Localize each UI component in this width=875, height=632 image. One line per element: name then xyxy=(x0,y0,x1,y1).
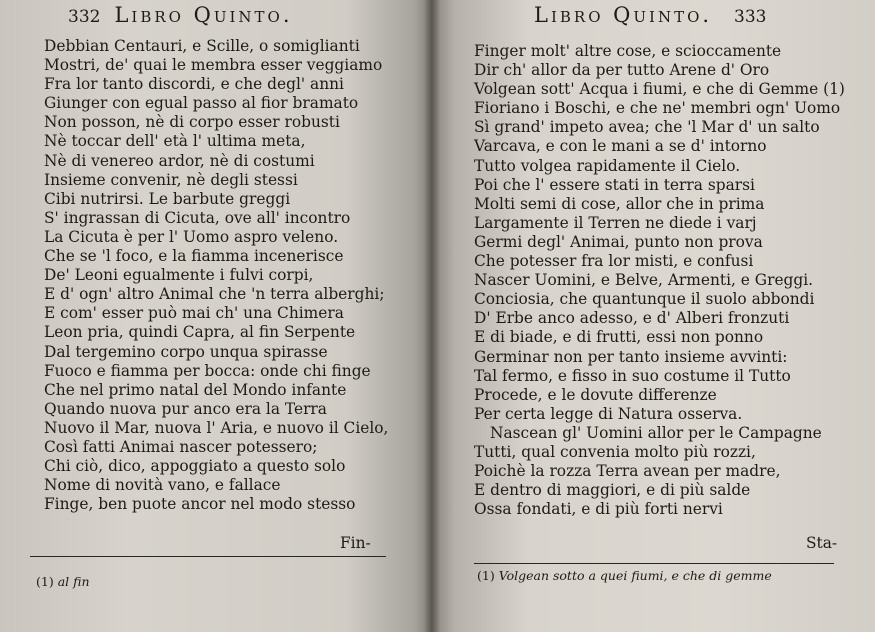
verse-line: Che potesser fra lor misti, e confusi xyxy=(474,252,754,271)
verse-line: Molti semi di cose, allor che in prima xyxy=(474,194,765,213)
verse-line: Sì grand' impeto avea; che 'l Mar d' un salto xyxy=(474,118,820,137)
verse-line: Così fatti Animai nascer potessero; xyxy=(44,437,318,456)
verse-line: Germi degl' Animai, punto non prova xyxy=(474,232,763,251)
verse-line: Nome di novità vano, e fallace xyxy=(44,476,281,495)
verse-line: Debbian Centauri, e Scille, o somiglianti xyxy=(44,37,360,55)
verse-line: E com' esser può mai ch' una Chimera xyxy=(44,304,344,323)
verse-line: D' Erbe anco adesso, e d' Alberi fronzuti xyxy=(474,309,790,328)
right-page xyxy=(432,0,875,632)
verse-line: Chi ciò, dico, appoggiato a questo solo xyxy=(44,457,346,476)
verse-line: Insieme convenir, nè degli stessi xyxy=(44,170,298,189)
verse-line: Tutto volgea rapidamente il Cielo. xyxy=(474,156,741,175)
right-catchword: Sta- xyxy=(806,534,838,552)
verse-line: Cibi nutrirsi. Le barbute greggi xyxy=(44,189,291,208)
left-catchword: Fin- xyxy=(340,534,371,552)
right-footnote xyxy=(477,568,772,583)
left-page-number: 332 xyxy=(68,7,101,27)
left-verse-block xyxy=(44,37,388,514)
verse-line: Fioriano i Boschi, e che ne' membri ogn' Uomo xyxy=(474,99,841,118)
verse-line: Nè toccar dell' età l' ultima meta, xyxy=(44,132,306,151)
verse-line: Poi che l' essere stati in terra sparsi xyxy=(474,175,755,194)
right-verse-block xyxy=(474,42,845,519)
verse-line: Nascean gl' Uomini allor per le Campagne xyxy=(490,423,822,442)
verse-line: Tutti, qual convenia molto più rozzi, xyxy=(474,442,756,461)
verse-line: E di biade, e di frutti, essi non ponno xyxy=(474,328,764,347)
verse-line: Ossa fondati, e di più forti nervi xyxy=(474,500,723,519)
left-page xyxy=(0,0,432,632)
verse-line: Nuovo il Mar, nuova l' Aria, e nuovo il Cielo, xyxy=(44,418,389,437)
left-running-head-title: Libro Quinto. xyxy=(114,3,293,27)
right-page-number: 333 xyxy=(734,7,767,27)
right-running-head-title: Libro Quinto. xyxy=(534,3,713,27)
verse-line: Per certa legge di Natura osserva. xyxy=(474,404,743,423)
verse-line: Nè di venereo ardor, nè di costumi xyxy=(44,151,315,170)
right-footnote-rule xyxy=(474,563,834,564)
verse-line: Non posson, nè di corpo esser robusti xyxy=(44,113,340,132)
right-footnote-text: Volgean sotto a quei fiumi, e che di gemme xyxy=(498,568,772,583)
verse-line: Giunger con egual passo al fior bramato xyxy=(44,94,359,113)
left-running-head xyxy=(68,3,293,27)
verse-line: Mostri, de' quai le membra esser veggiamo xyxy=(44,56,383,75)
verse-line: Poichè la rozza Terra avean per madre, xyxy=(474,462,781,481)
verse-line: Dal tergemino corpo unqua spirasse xyxy=(44,342,328,361)
verse-line: Che se 'l foco, e la fiamma incenerisce xyxy=(44,247,344,266)
verse-line: La Cicuta è per l' Uomo aspro veleno. xyxy=(44,227,339,246)
verse-line: E d' ogn' altro Animal che 'n terra alberghi; xyxy=(44,285,385,304)
verse-line: Che nel primo natal del Mondo infante xyxy=(44,380,347,399)
verse-line: De' Leoni egualmente i fulvi corpi, xyxy=(44,266,314,285)
verse-line: Fra lor tanto discordi, e che degl' anni xyxy=(44,75,344,94)
verse-line: Quando nuova pur anco era la Terra xyxy=(44,399,327,418)
verse-line: Procede, e le dovute differenze xyxy=(474,385,717,404)
verse-line: Germinar non per tanto insieme avvinti: xyxy=(474,347,788,366)
verse-line: Dir ch' allor da per tutto Arene d' Oro xyxy=(474,61,770,80)
verse-line: Nascer Uomini, e Belve, Armenti, e Greggi. xyxy=(474,271,814,290)
verse-line: E dentro di maggiori, e di più salde xyxy=(474,481,751,500)
left-footnote-mark: (1) xyxy=(36,574,54,589)
verse-line: Finge, ben puote ancor nel modo stesso xyxy=(44,495,356,514)
verse-line: Conciosia, che quantunque il suolo abbondi xyxy=(474,290,815,309)
left-footnote-rule xyxy=(30,556,386,557)
verse-line: Volgean sott' Acqua i fiumi, e che di Gemme (1) xyxy=(474,80,845,99)
left-footnote-text: al fin xyxy=(57,574,90,589)
verse-line: Varcava, e con le mani a se d' intorno xyxy=(474,137,767,156)
verse-line: Leon pria, quindi Capra, al fin Serpente xyxy=(44,323,356,342)
left-footnote xyxy=(36,574,90,589)
verse-line: Fuoco e fiamma per bocca: onde chi finge xyxy=(44,361,371,380)
book-gutter xyxy=(424,0,440,632)
verse-line: Tal fermo, e fisso in suo costume il Tutto xyxy=(474,366,791,385)
verse-line: Largamente il Terren ne diede i varj xyxy=(474,213,757,232)
right-footnote-mark: (1) xyxy=(477,568,495,583)
verse-line: Finger molt' altre cose, e scioccamente xyxy=(474,42,782,60)
verse-line: S' ingrassan di Cicuta, ove all' incontro xyxy=(44,208,351,227)
right-running-head xyxy=(534,3,767,27)
